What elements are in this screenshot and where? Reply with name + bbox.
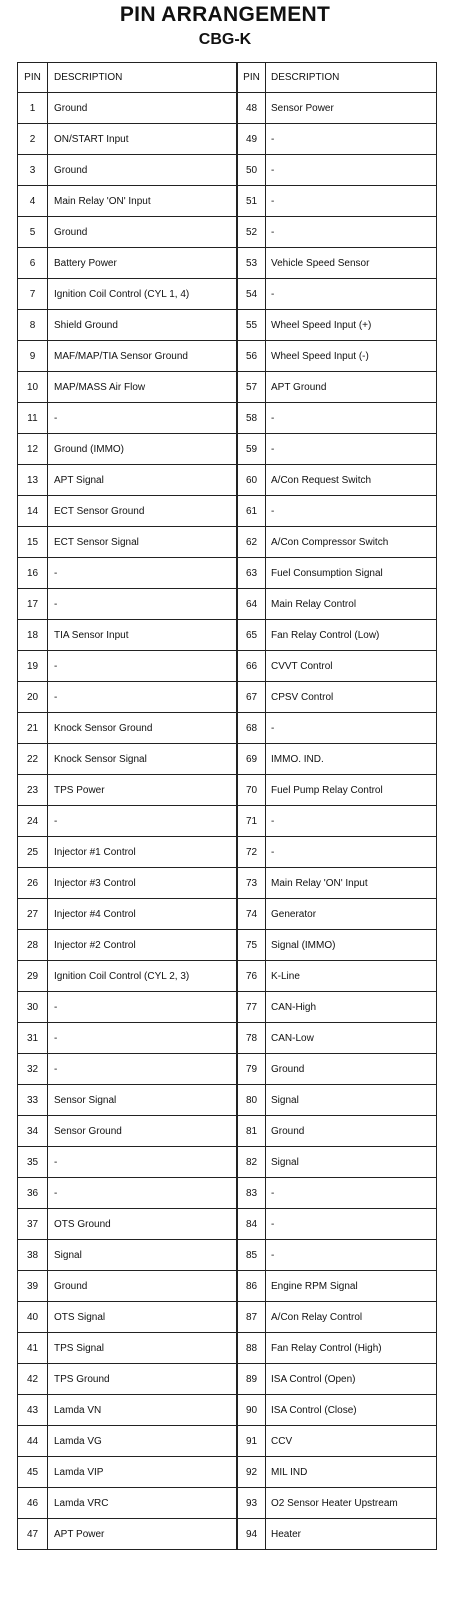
description-cell-2: APT Ground: [266, 372, 437, 403]
description-cell: -: [48, 1147, 238, 1178]
description-cell-2: Fan Relay Control (High): [266, 1333, 437, 1364]
pin-cell: 21: [18, 713, 48, 744]
pin-cell-2: 92: [237, 1457, 266, 1488]
pin-cell-2: 59: [237, 434, 266, 465]
pin-cell-2: 68: [237, 713, 266, 744]
pin-cell-2: 76: [237, 961, 266, 992]
table-row: [18, 620, 437, 651]
pin-cell-2: 86: [237, 1271, 266, 1302]
pin-cell-2: 57: [237, 372, 266, 403]
description-cell-2: CAN-Low: [266, 1023, 437, 1054]
table-row: [18, 806, 437, 837]
pin-cell: 2: [18, 124, 48, 155]
description-cell: Knock Sensor Signal: [48, 744, 238, 775]
description-cell: -: [48, 682, 238, 713]
table-row: [18, 744, 437, 775]
description-cell: Battery Power: [48, 248, 238, 279]
pin-table-body: [18, 93, 437, 1550]
pin-cell: 23: [18, 775, 48, 806]
description-cell: Main Relay 'ON' Input: [48, 186, 238, 217]
description-cell-2: Sensor Power: [266, 93, 437, 124]
pin-cell: 11: [18, 403, 48, 434]
description-cell: Sensor Ground: [48, 1116, 238, 1147]
description-cell: Sensor Signal: [48, 1085, 238, 1116]
description-cell-2: -: [266, 124, 437, 155]
table-row: [18, 93, 437, 124]
description-cell: Lamda VRC: [48, 1488, 238, 1519]
description-cell: Ground: [48, 1271, 238, 1302]
description-cell: Lamda VIP: [48, 1457, 238, 1488]
description-cell: ECT Sensor Signal: [48, 527, 238, 558]
description-cell: OTS Ground: [48, 1209, 238, 1240]
pin-cell: 15: [18, 527, 48, 558]
pin-cell-2: 77: [237, 992, 266, 1023]
pin-cell-2: 56: [237, 341, 266, 372]
description-cell-2: -: [266, 434, 437, 465]
description-cell: TIA Sensor Input: [48, 620, 238, 651]
pin-cell: 22: [18, 744, 48, 775]
table-row: [18, 558, 437, 589]
pin-cell-2: 94: [237, 1519, 266, 1550]
pin-cell: 30: [18, 992, 48, 1023]
pin-cell: 38: [18, 1240, 48, 1271]
description-cell-2: Wheel Speed Input (-): [266, 341, 437, 372]
description-cell: ECT Sensor Ground: [48, 496, 238, 527]
description-cell-2: -: [266, 713, 437, 744]
page-subtitle: CBG-K: [198, 31, 252, 48]
table-row: [18, 1488, 437, 1519]
description-cell: Lamda VG: [48, 1426, 238, 1457]
table-row: [18, 713, 437, 744]
description-cell: MAP/MASS Air Flow: [48, 372, 238, 403]
pin-cell-2: 53: [237, 248, 266, 279]
pin-cell: 1: [18, 93, 48, 124]
table-row: [18, 1054, 437, 1085]
description-cell-2: -: [266, 1209, 437, 1240]
description-cell: Injector #3 Control: [48, 868, 238, 899]
description-cell-2: -: [266, 806, 437, 837]
description-cell: -: [48, 651, 238, 682]
pin-cell: 12: [18, 434, 48, 465]
pin-cell-2: 55: [237, 310, 266, 341]
pin-cell: 5: [18, 217, 48, 248]
table-row: [18, 1209, 437, 1240]
description-cell-2: MIL IND: [266, 1457, 437, 1488]
table-row: [18, 155, 437, 186]
pin-cell: 7: [18, 279, 48, 310]
table-row: [18, 496, 437, 527]
pin-cell-2: 70: [237, 775, 266, 806]
description-cell-2: O2 Sensor Heater Upstream: [266, 1488, 437, 1519]
description-cell-2: Fuel Pump Relay Control: [266, 775, 437, 806]
description-cell-2: -: [266, 279, 437, 310]
table-row: [18, 403, 437, 434]
header-pin: PIN: [18, 63, 48, 93]
pin-cell-2: 71: [237, 806, 266, 837]
description-cell: TPS Power: [48, 775, 238, 806]
pin-cell: 17: [18, 589, 48, 620]
description-cell-2: -: [266, 1178, 437, 1209]
table-row: [18, 434, 437, 465]
pin-cell: 8: [18, 310, 48, 341]
table-row: [18, 341, 437, 372]
pin-cell-2: 52: [237, 217, 266, 248]
pin-cell: 9: [18, 341, 48, 372]
table-row: [18, 837, 437, 868]
description-cell-2: Main Relay Control: [266, 589, 437, 620]
description-cell: Ground (IMMO): [48, 434, 238, 465]
table-row: [18, 1023, 437, 1054]
table-row: [18, 1085, 437, 1116]
pin-cell-2: 85: [237, 1240, 266, 1271]
description-cell-2: A/Con Request Switch: [266, 465, 437, 496]
pin-cell: 33: [18, 1085, 48, 1116]
description-cell: -: [48, 403, 238, 434]
description-cell-2: -: [266, 496, 437, 527]
table-row: [18, 868, 437, 899]
table-row: [18, 930, 437, 961]
description-cell: Ground: [48, 93, 238, 124]
pin-cell: 47: [18, 1519, 48, 1550]
pin-cell-2: 80: [237, 1085, 266, 1116]
page-title: PIN ARRANGEMENT: [119, 3, 331, 26]
description-cell-2: -: [266, 186, 437, 217]
pin-cell: 16: [18, 558, 48, 589]
description-cell: Signal: [48, 1240, 238, 1271]
pin-cell-2: 75: [237, 930, 266, 961]
pin-cell-2: 91: [237, 1426, 266, 1457]
table-row: [18, 1426, 437, 1457]
pin-cell-2: 79: [237, 1054, 266, 1085]
pin-cell: 18: [18, 620, 48, 651]
pin-cell-2: 62: [237, 527, 266, 558]
pin-cell: 29: [18, 961, 48, 992]
description-cell-2: CCV: [266, 1426, 437, 1457]
description-cell-2: Fuel Consumption Signal: [266, 558, 437, 589]
table-row: [18, 1271, 437, 1302]
pin-cell-2: 82: [237, 1147, 266, 1178]
table-row: [18, 992, 437, 1023]
pin-cell: 40: [18, 1302, 48, 1333]
pin-cell: 39: [18, 1271, 48, 1302]
pin-cell-2: 90: [237, 1395, 266, 1426]
pin-cell: 24: [18, 806, 48, 837]
pin-cell: 36: [18, 1178, 48, 1209]
table-row: [18, 248, 437, 279]
description-cell: Knock Sensor Ground: [48, 713, 238, 744]
description-cell-2: ISA Control (Close): [266, 1395, 437, 1426]
pin-cell: 37: [18, 1209, 48, 1240]
table-row: [18, 1240, 437, 1271]
pin-cell: 44: [18, 1426, 48, 1457]
pin-cell-2: 54: [237, 279, 266, 310]
table-row: [18, 186, 437, 217]
header-description-2: DESCRIPTION: [266, 63, 437, 93]
description-cell-2: Engine RPM Signal: [266, 1271, 437, 1302]
pin-cell-2: 72: [237, 837, 266, 868]
table-row: [18, 1333, 437, 1364]
description-cell-2: K-Line: [266, 961, 437, 992]
pin-cell: 31: [18, 1023, 48, 1054]
table-row: [18, 1519, 437, 1550]
pin-cell: 14: [18, 496, 48, 527]
pin-cell: 42: [18, 1364, 48, 1395]
header-description: DESCRIPTION: [48, 63, 238, 93]
description-cell-2: CVVT Control: [266, 651, 437, 682]
description-cell: -: [48, 806, 238, 837]
pin-cell: 43: [18, 1395, 48, 1426]
table-row: [18, 217, 437, 248]
pin-cell-2: 81: [237, 1116, 266, 1147]
pin-cell-2: 50: [237, 155, 266, 186]
pin-cell: 19: [18, 651, 48, 682]
pin-cell: 45: [18, 1457, 48, 1488]
pin-cell: 3: [18, 155, 48, 186]
description-cell-2: Generator: [266, 899, 437, 930]
description-cell-2: Fan Relay Control (Low): [266, 620, 437, 651]
description-cell-2: Ground: [266, 1054, 437, 1085]
description-cell-2: Signal: [266, 1085, 437, 1116]
pin-cell: 20: [18, 682, 48, 713]
table-row: [18, 1147, 437, 1178]
description-cell: TPS Signal: [48, 1333, 238, 1364]
description-cell: Ignition Coil Control (CYL 1, 4): [48, 279, 238, 310]
header-row: [18, 63, 437, 93]
description-cell-2: -: [266, 403, 437, 434]
description-cell: -: [48, 558, 238, 589]
description-cell-2: -: [266, 155, 437, 186]
pin-cell: 41: [18, 1333, 48, 1364]
description-cell-2: Wheel Speed Input (+): [266, 310, 437, 341]
table-row: [18, 1457, 437, 1488]
description-cell-2: -: [266, 1240, 437, 1271]
pin-cell-2: 83: [237, 1178, 266, 1209]
description-cell: Injector #4 Control: [48, 899, 238, 930]
table-row: [18, 124, 437, 155]
description-cell: APT Signal: [48, 465, 238, 496]
pin-cell-2: 49: [237, 124, 266, 155]
table-row: [18, 279, 437, 310]
description-cell-2: A/Con Compressor Switch: [266, 527, 437, 558]
pin-cell-2: 84: [237, 1209, 266, 1240]
table-row: [18, 1178, 437, 1209]
description-cell-2: Heater: [266, 1519, 437, 1550]
description-cell: MAF/MAP/TIA Sensor Ground: [48, 341, 238, 372]
description-cell: Lamda VN: [48, 1395, 238, 1426]
table-row: [18, 1364, 437, 1395]
description-cell-2: -: [266, 217, 437, 248]
description-cell-2: Ground: [266, 1116, 437, 1147]
pin-cell-2: 78: [237, 1023, 266, 1054]
pin-cell-2: 51: [237, 186, 266, 217]
pin-cell-2: 58: [237, 403, 266, 434]
table-row: [18, 682, 437, 713]
pin-cell: 6: [18, 248, 48, 279]
description-cell: ON/START Input: [48, 124, 238, 155]
pin-table: [17, 62, 437, 1550]
table-row: [18, 527, 437, 558]
table-row: [18, 372, 437, 403]
pin-cell-2: 65: [237, 620, 266, 651]
table-row: [18, 1395, 437, 1426]
description-cell: -: [48, 1178, 238, 1209]
description-cell-2: CAN-High: [266, 992, 437, 1023]
pin-cell-2: 73: [237, 868, 266, 899]
table-row: [18, 651, 437, 682]
pin-cell: 4: [18, 186, 48, 217]
pin-cell: 32: [18, 1054, 48, 1085]
pin-table-header: [18, 63, 437, 93]
pin-cell-2: 64: [237, 589, 266, 620]
table-row: [18, 465, 437, 496]
pin-cell: 46: [18, 1488, 48, 1519]
description-cell-2: IMMO. IND.: [266, 744, 437, 775]
description-cell-2: Signal: [266, 1147, 437, 1178]
pin-cell: 35: [18, 1147, 48, 1178]
description-cell: TPS Ground: [48, 1364, 238, 1395]
description-cell: Ground: [48, 217, 238, 248]
pin-cell-2: 93: [237, 1488, 266, 1519]
table-row: [18, 310, 437, 341]
description-cell: -: [48, 589, 238, 620]
table-row: [18, 775, 437, 806]
description-cell: -: [48, 1023, 238, 1054]
table-row: [18, 961, 437, 992]
description-cell: Injector #2 Control: [48, 930, 238, 961]
pin-cell-2: 48: [237, 93, 266, 124]
header-pin-2: PIN: [237, 63, 266, 93]
description-cell: -: [48, 992, 238, 1023]
description-cell-2: Main Relay 'ON' Input: [266, 868, 437, 899]
table-row: [18, 589, 437, 620]
pin-cell-2: 74: [237, 899, 266, 930]
pin-cell: 27: [18, 899, 48, 930]
pin-cell: 26: [18, 868, 48, 899]
description-cell-2: -: [266, 837, 437, 868]
description-cell: -: [48, 1054, 238, 1085]
description-cell-2: ISA Control (Open): [266, 1364, 437, 1395]
pin-cell-2: 87: [237, 1302, 266, 1333]
description-cell: Injector #1 Control: [48, 837, 238, 868]
description-cell: Shield Ground: [48, 310, 238, 341]
description-cell-2: Signal (IMMO): [266, 930, 437, 961]
description-cell-2: A/Con Relay Control: [266, 1302, 437, 1333]
pin-cell-2: 89: [237, 1364, 266, 1395]
pin-cell-2: 67: [237, 682, 266, 713]
description-cell: Ignition Coil Control (CYL 2, 3): [48, 961, 238, 992]
pin-cell-2: 61: [237, 496, 266, 527]
pin-cell-2: 60: [237, 465, 266, 496]
pin-cell: 13: [18, 465, 48, 496]
pin-cell-2: 88: [237, 1333, 266, 1364]
pin-cell: 10: [18, 372, 48, 403]
pin-cell: 28: [18, 930, 48, 961]
description-cell: APT Power: [48, 1519, 238, 1550]
pin-cell-2: 69: [237, 744, 266, 775]
table-row: [18, 899, 437, 930]
description-cell: OTS Signal: [48, 1302, 238, 1333]
description-cell-2: Vehicle Speed Sensor: [266, 248, 437, 279]
description-cell: Ground: [48, 155, 238, 186]
pin-cell: 25: [18, 837, 48, 868]
pin-cell: 34: [18, 1116, 48, 1147]
table-row: [18, 1302, 437, 1333]
pin-cell-2: 66: [237, 651, 266, 682]
description-cell-2: CPSV Control: [266, 682, 437, 713]
table-row: [18, 1116, 437, 1147]
pin-cell-2: 63: [237, 558, 266, 589]
